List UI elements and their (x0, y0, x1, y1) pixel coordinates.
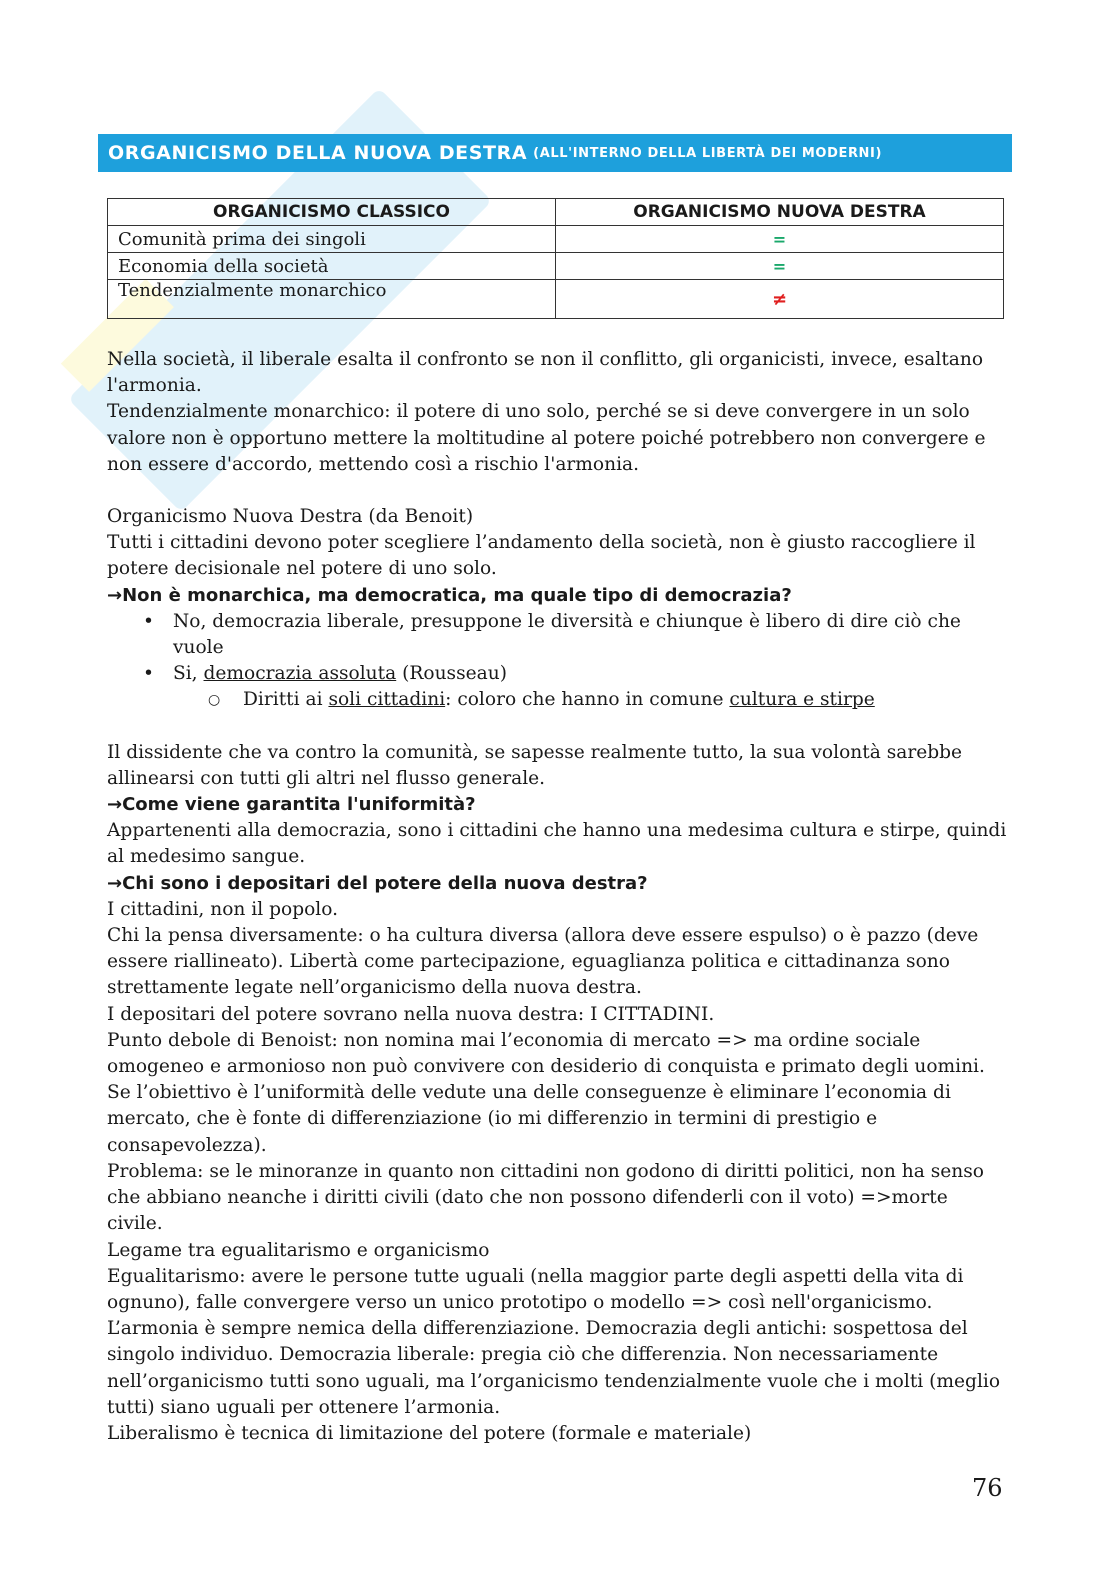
table-cell-label: Tendenzialmente monarchico (108, 280, 556, 319)
sub-bullet-list (173, 687, 1007, 713)
not-equal-mark: ≠ (556, 280, 1004, 319)
list-item-text: : coloro che hanno in comune (445, 689, 730, 711)
table-row (108, 280, 1004, 319)
table-cell-label: Economia della società (108, 253, 556, 280)
table-row (108, 226, 1004, 253)
paragraph: Tendenzialmente monarchico: il potere di uno solo, perché se si deve convergere in un solo valore non è opportuno mettere la moltitudine al potere poiché potrebbero non convergere e non essere d'accordo, mettendo così a rischio l'armonia. (107, 401, 986, 475)
table-row (108, 253, 1004, 280)
section-subtitle: (ALL'INTERNO DELLA LIBERTÀ DEI MODERNI) (533, 145, 883, 161)
paragraph: Punto debole di Benoist: non nomina mai l’economia di mercato => ma ordine sociale omogeneo e armonioso non può convivere con desiderio di conquista e primato degli uomini. Se l’obiettivo è l’uniformità delle vedute una delle conseguenze è eliminare l’economia di mercato, che è fonte di differenziazione (io mi differenzio in termini di prestigio e consapevolezza). (107, 1029, 985, 1156)
list-item: • No, democrazia liberale, presuppone le diversità e chiunque è libero di dire ciò che vuole (143, 609, 1007, 661)
paragraph: Il dissidente che va contro la comunità, se sapesse realmente tutto, la sua volontà sarebbe allinearsi con tutti gli altri nel flusso generale. (107, 741, 963, 789)
section-header (98, 134, 1012, 172)
paragraph: I depositari del potere sovrano nella nuova destra: I CITTADINI. (107, 1003, 715, 1025)
table-header-row (108, 199, 1004, 226)
paragraph: Chi la pensa diversamente: o ha cultura diversa (allora deve essere espulso) o è pazzo (deve essere riallineato). Libertà come partecipazione, eguaglianza politica e cittadinanza sono strettamente legate nell’organicismo della nuova destra. (107, 925, 979, 999)
page-number: 76 (972, 1474, 1003, 1502)
list-item-text: (Rousseau) (396, 663, 507, 685)
equal-mark: = (556, 226, 1004, 253)
paragraph: Liberalismo è tecnica di limitazione del potere (formale e materiale) (107, 1422, 752, 1444)
comparison-table (107, 198, 1004, 319)
list-item (143, 661, 1007, 713)
list-item-text: Si, (173, 663, 204, 685)
col-header-new-right: ORGANICISMO NUOVA DESTRA (556, 199, 1004, 226)
paragraph: Egualitarismo: avere le persone tutte uguali (nella maggior parte degli aspetti della vita di ognuno), falle convergere verso un unico prototipo o modello => così nell'organicismo. L’armonia è sempre nemica della differenziazione. Democrazia degli antichi: sospettosa del singolo individuo. Democrazia liberale: pregia ciò che differenzia. Non necessariamente nell’organicismo tutti sono uguali, ma l’organicismo tendenzialmente vuole che i molti (meglio tutti) siano uguali per ottenere l’armonia. (107, 1265, 1001, 1418)
paragraph: Nella società, il liberale esalta il confronto se non il conflitto, gli organicisti, invece, esaltano l'armonia. (107, 349, 984, 397)
paragraph: I cittadini, non il popolo. (107, 898, 339, 920)
bullet-list (107, 609, 1007, 714)
underlined-text: democrazia assoluta (203, 663, 397, 685)
col-header-classic: ORGANICISMO CLASSICO (108, 199, 556, 226)
paragraph: Legame tra egualitarismo e organicismo (107, 1239, 490, 1261)
paragraph: Appartenenti alla democrazia, sono i cittadini che hanno una medesima cultura e stirpe, quindi al medesimo sangue. (107, 820, 1007, 868)
body-text (107, 347, 1007, 1447)
paragraph: Problema: se le minoranze in quanto non cittadini non godono di diritti politici, non ha senso che abbiano neanche i diritti civili (dato che non possono difenderli con il voto) =>morte civile. (107, 1160, 984, 1235)
list-item (208, 687, 1007, 713)
question-heading: →Non è monarchica, ma democratica, ma quale tipo di democrazia? (107, 584, 792, 606)
question-heading: →Chi sono i depositari del potere della nuova destra? (107, 872, 648, 894)
section-title: ORGANICISMO DELLA NUOVA DESTRA (108, 142, 528, 164)
table-cell-label: Comunità prima dei singoli (108, 226, 556, 253)
question-heading: →Come viene garantita l'uniformità? (107, 794, 476, 816)
equal-mark: = (556, 253, 1004, 280)
paragraph: Organicismo Nuova Destra (da Benoit) (107, 506, 474, 528)
list-item-text: Diritti ai (243, 689, 329, 711)
paragraph: Tutti i cittadini devono poter scegliere l’andamento della società, non è giusto raccogliere il potere decisionale nel potere di uno solo. (107, 532, 976, 580)
underlined-text: cultura e stirpe (729, 689, 875, 711)
underlined-text: soli cittadini (328, 689, 446, 711)
